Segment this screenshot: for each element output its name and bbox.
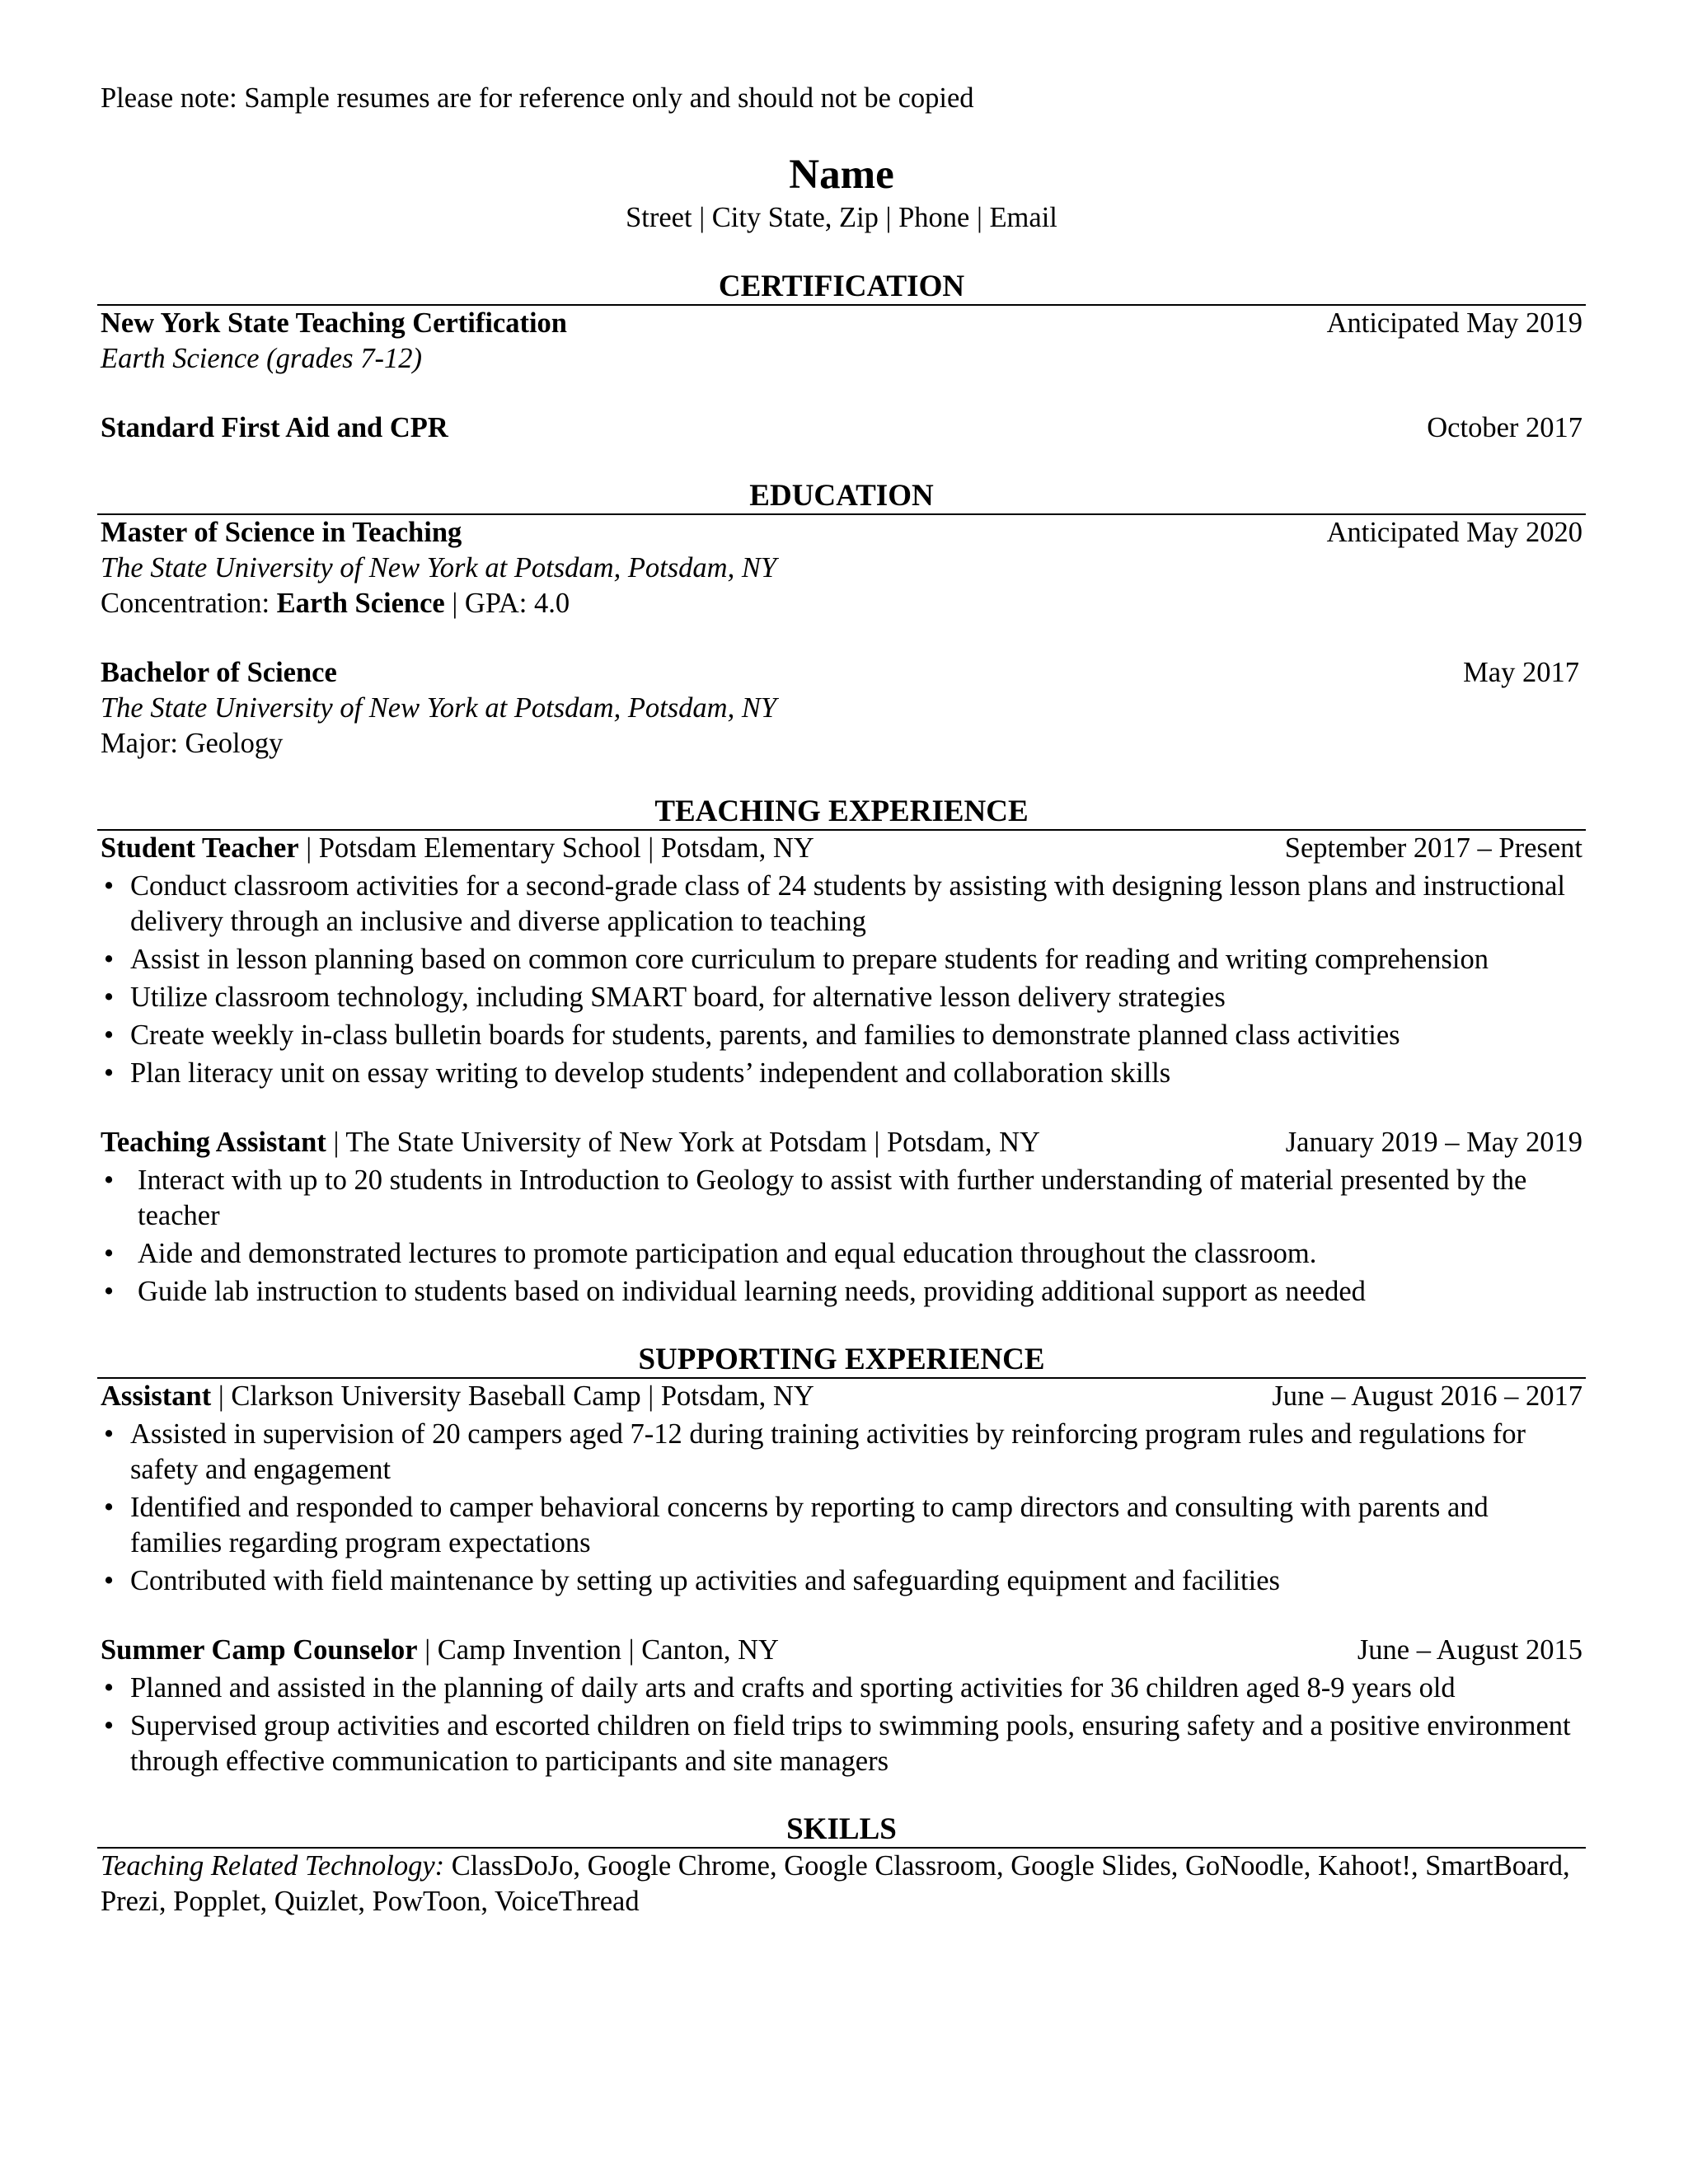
list-item: • Utilize classroom technology, including SMART board, for alternative lesson delivery strategies [101,980,1582,1015]
degree-name: Master of Science in Teaching [101,517,462,548]
job-header [101,831,1582,866]
bullet-icon: • [104,870,115,902]
section-title-education: EDUCATION [97,480,1586,515]
cert-date: October 2017 [1427,412,1582,443]
school-name: The State University of New York at Potsdam, Potsdam, NY [101,692,777,724]
disclaimer-note: Please note: Sample resumes are for reference only and should not be copied [101,82,974,114]
cert-name: New York State Teaching Certification [101,307,567,339]
degree-date: May 2017 [1463,657,1579,688]
job-role: Assistant [101,1380,212,1412]
list-item: • Plan literacy unit on essay writing to develop students’ independent and collaboration skills [101,1056,1582,1091]
skills-line [101,1849,1582,1919]
bullet-icon: • [104,1492,115,1523]
list-item: • Identified and responded to camper behavioral concerns by reporting to camp directors and consulting with parents and families regarding program expectations [104,1492,1489,1558]
education-entry [101,655,1582,691]
bullet-icon: • [104,944,115,975]
list-item: • Supervised group activities and escorted children on field trips to swimming pools, ensuring safety and a positive environment through effective communication to participants and site managers [104,1710,1571,1777]
list-item: • Conduct classroom activities for a second-grade class of 24 students by assisting with designing lesson plans and instructional delivery through an inclusive and diverse application to teaching [104,870,1565,937]
bullet-icon: • [104,1165,115,1196]
job-bullets [101,1671,1582,1779]
bullet-icon: • [104,982,115,1013]
job-bullets [101,1417,1582,1599]
candidate-name: Name [789,152,894,198]
job-date: January 2019 – May 2019 [1285,1127,1582,1158]
job-header [101,1379,1582,1414]
section-title-skills: SKILLS [97,1814,1586,1849]
list-item: • Assist in lesson planning based on common core curriculum to prepare students for reading and writing comprehension [101,942,1582,977]
section-title-teaching-experience: TEACHING EXPERIENCE [97,796,1586,831]
cert-date: Anticipated May 2019 [1326,307,1582,339]
section-title-certification: CERTIFICATION [97,271,1586,306]
job-bullets [101,869,1582,1091]
education-entry [101,515,1582,551]
bullet-icon: • [104,1057,115,1089]
contact-line: Street | City State, Zip | Phone | Email [626,202,1057,233]
cert-name: Standard First Aid and CPR [101,412,448,443]
job-header [101,1125,1582,1160]
job-bullets [101,1163,1582,1310]
cert-detail: Earth Science (grades 7-12) [101,343,422,374]
skills-list: ClassDoJo, Google Chrome, Google Classroom, Google Slides, GoNoodle, Kahoot!, SmartBoard, Prezi, Popplet, Quizlet, PowToon, VoiceThread [101,1850,1570,1917]
list-item: • Create weekly in-class bulletin boards for students, parents, and families to demonstrate planned class activities [101,1018,1582,1053]
list-item: • Aide and demonstrated lectures to promote participation and equal education throughout the classroom. [101,1236,1582,1272]
job-role: Student Teacher [101,832,299,864]
job-role: Teaching Assistant [101,1127,326,1158]
bullet-icon: • [104,1276,115,1307]
job-date: June – August 2016 – 2017 [1272,1380,1582,1412]
job-org: | Camp Invention | Canton, NY [417,1634,779,1666]
bullet-icon: • [104,1238,115,1269]
cert-entry [101,410,1582,446]
job-org: | Potsdam Elementary School | Potsdam, NY [298,832,814,864]
job-date: June – August 2015 [1357,1634,1582,1666]
section-title-supporting-experience: SUPPORTING EXPERIENCE [97,1344,1586,1379]
bullet-icon: • [104,1672,115,1704]
gpa: | GPA: 4.0 [444,588,570,619]
concentration-value: Earth Science [276,588,445,619]
job-org: | Clarkson University Baseball Camp | Potsdam, NY [211,1380,814,1412]
job-org: | The State University of New York at Potsdam | Potsdam, NY [326,1127,1040,1158]
skills-label: Teaching Related Technology: [101,1850,445,1882]
job-role: Summer Camp Counselor [101,1634,418,1666]
job-date: September 2017 – Present [1284,832,1582,864]
list-item: • Planned and assisted in the planning of daily arts and crafts and sporting activities for 36 children aged 8-9 years old [101,1671,1582,1706]
degree-name: Bachelor of Science [101,657,337,688]
concentration-line: Concentration: Earth Science | GPA: 4.0 [101,588,570,619]
bullet-icon: • [104,1565,115,1596]
cert-entry [101,306,1582,341]
major-line: Major: Geology [101,728,284,759]
bullet-icon: • [104,1710,115,1741]
bullet-icon: • [104,1418,115,1450]
list-item: • Interact with up to 20 students in Introduction to Geology to assist with further understanding of material presented by the teacher [104,1165,1527,1231]
list-item: • Contributed with field maintenance by setting up activities and safeguarding equipment and facilities [101,1563,1582,1599]
job-header [101,1633,1582,1668]
list-item: • Assisted in supervision of 20 campers aged 7-12 during training activities by reinforcing program rules and regulations for safety and engagement [104,1418,1526,1485]
bullet-icon: • [104,1019,115,1051]
list-item: • Guide lab instruction to students based on individual learning needs, providing additional support as needed [101,1274,1582,1310]
degree-date: Anticipated May 2020 [1326,517,1582,548]
school-name: The State University of New York at Potsdam, Potsdam, NY [101,552,777,583]
